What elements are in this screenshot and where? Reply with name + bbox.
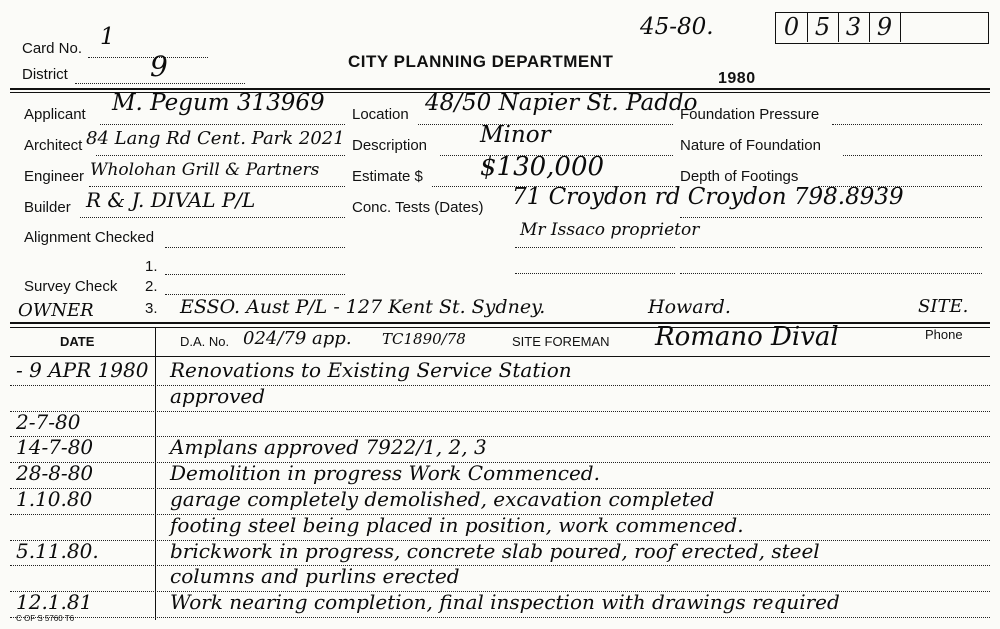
log-entry: garage completely demolished, excavation completed (170, 487, 715, 511)
log-row-line (10, 436, 990, 437)
nature-foundation-line (843, 155, 982, 156)
date-header: DATE (60, 334, 95, 349)
alignment-line (165, 247, 345, 248)
log-entry: brickwork in progress, concrete slab poured, roof erected, steel (170, 538, 820, 563)
proprietor-note: Mr Issaco proprietor (520, 220, 700, 240)
log-entry: Amplans approved 7922/1, 2, 3 (170, 435, 487, 460)
estimate-label: Estimate $ (352, 168, 423, 185)
site-foreman-value: Romano Dival (655, 322, 839, 352)
district-line (75, 83, 245, 84)
location-value: 48/50 Napier St. Paddo (425, 90, 698, 116)
card-number-digit: 9 (869, 12, 901, 42)
log-date: 5.11.80. (16, 538, 99, 563)
col3-line-5 (680, 247, 982, 248)
survey-3-label: 3. (145, 300, 158, 317)
builder-label: Builder (24, 199, 71, 216)
applicant-label: Applicant (24, 106, 86, 123)
architect-line (96, 155, 345, 156)
survey-label: Survey Check (24, 278, 118, 295)
log-date: 1.10.80 (16, 487, 93, 511)
foundation-pressure-label: Foundation Pressure (680, 106, 820, 123)
da-no-value: 024/79 app. (243, 328, 352, 349)
site-foreman-label: SITE FOREMAN (512, 334, 610, 349)
log-entry: columns and purlins erected (170, 564, 460, 589)
log-top-rule (10, 322, 990, 324)
depth-footings-label: Depth of Footings (680, 168, 799, 185)
architect-label: Architect (24, 137, 83, 154)
nature-foundation-label: Nature of Foundation (680, 137, 821, 154)
card-no-label: Card No. (22, 40, 83, 57)
card-number-digit: 0 (776, 12, 808, 42)
log-entry: footing steel being placed in position, work commenced. (170, 512, 744, 537)
engineer-line (89, 186, 345, 187)
log-header-rule (10, 356, 990, 357)
card-no-value: 1 (100, 24, 115, 50)
survey-2-label: 2. (145, 278, 158, 295)
log-date: 12.1.81 (16, 590, 93, 615)
log-date: - 9 APR 1980 (16, 358, 149, 382)
log-entry: Demolition in progress Work Commenced. (170, 461, 600, 486)
engineer-value: Wholohan Grill & Partners (90, 160, 320, 180)
description-label: Description (352, 137, 428, 154)
conc-tests-value: 71 Croydon rd Croydon 798.8939 (512, 184, 904, 210)
card-number-digit: 3 (838, 12, 870, 42)
log-date: 14-7-80 (16, 435, 94, 460)
footer-code: C OF S 5760 T6 (16, 614, 75, 623)
architect-value: 84 Lang Rd Cent. Park 2021 (86, 128, 345, 149)
col3-line-6 (680, 273, 982, 274)
log-entry: Renovations to Existing Service Station (170, 358, 572, 382)
card-number-digit: 5 (807, 12, 839, 42)
location-label: Location (352, 106, 409, 123)
description-value: Minor (480, 122, 551, 148)
estimate-value: $130,000 (480, 152, 605, 182)
owner-value: ESSO. Aust P/L - 127 Kent St. Sydney. (180, 296, 546, 318)
engineer-label: Engineer (24, 168, 85, 185)
da-no-label: D.A. No. (180, 334, 230, 349)
builder-line (80, 217, 345, 218)
da-ref-value: TC1890/78 (382, 330, 466, 348)
log-date: 28-8-80 (16, 461, 94, 486)
department-title: CITY PLANNING DEPARTMENT (348, 52, 614, 71)
year-label: 1980 (718, 70, 756, 87)
log-row-line (10, 385, 990, 386)
survey-2-line (165, 294, 345, 295)
conc-tests-label: Conc. Tests (Dates) (352, 199, 484, 216)
log-entry: approved (170, 383, 266, 408)
log-row-line (10, 617, 990, 618)
conc-line-2 (515, 247, 675, 248)
log-entry: Work nearing completion, final inspection with drawings required (170, 590, 840, 615)
phone-label: Phone (925, 327, 963, 342)
log-row-line (10, 565, 990, 566)
col3-line-4 (680, 217, 982, 218)
applicant-line (100, 124, 345, 125)
log-date: 2-7-80 (16, 409, 81, 434)
card-series: 45-80. (640, 14, 714, 40)
builder-value: R & J. DIVAL P/L (86, 188, 256, 212)
log-row-line (10, 411, 990, 412)
conc-line-3 (515, 273, 675, 274)
card-no-line (88, 57, 208, 58)
depth-footings-line (818, 186, 982, 187)
district-value: 9 (150, 50, 168, 83)
log-top-rule-2 (10, 327, 990, 328)
owner-label: OWNER (18, 300, 94, 321)
survey-1-label: 1. (145, 258, 158, 275)
log-date-divider (155, 328, 156, 620)
survey-1-line (165, 274, 345, 275)
district-label: District (22, 66, 68, 83)
foundation-pressure-line (832, 124, 982, 125)
site-note: SITE. (918, 296, 969, 317)
applicant-value: M. Pegum 313969 (112, 90, 325, 116)
alignment-label: Alignment Checked (24, 229, 155, 246)
owner-contact: Howard. (648, 296, 731, 318)
